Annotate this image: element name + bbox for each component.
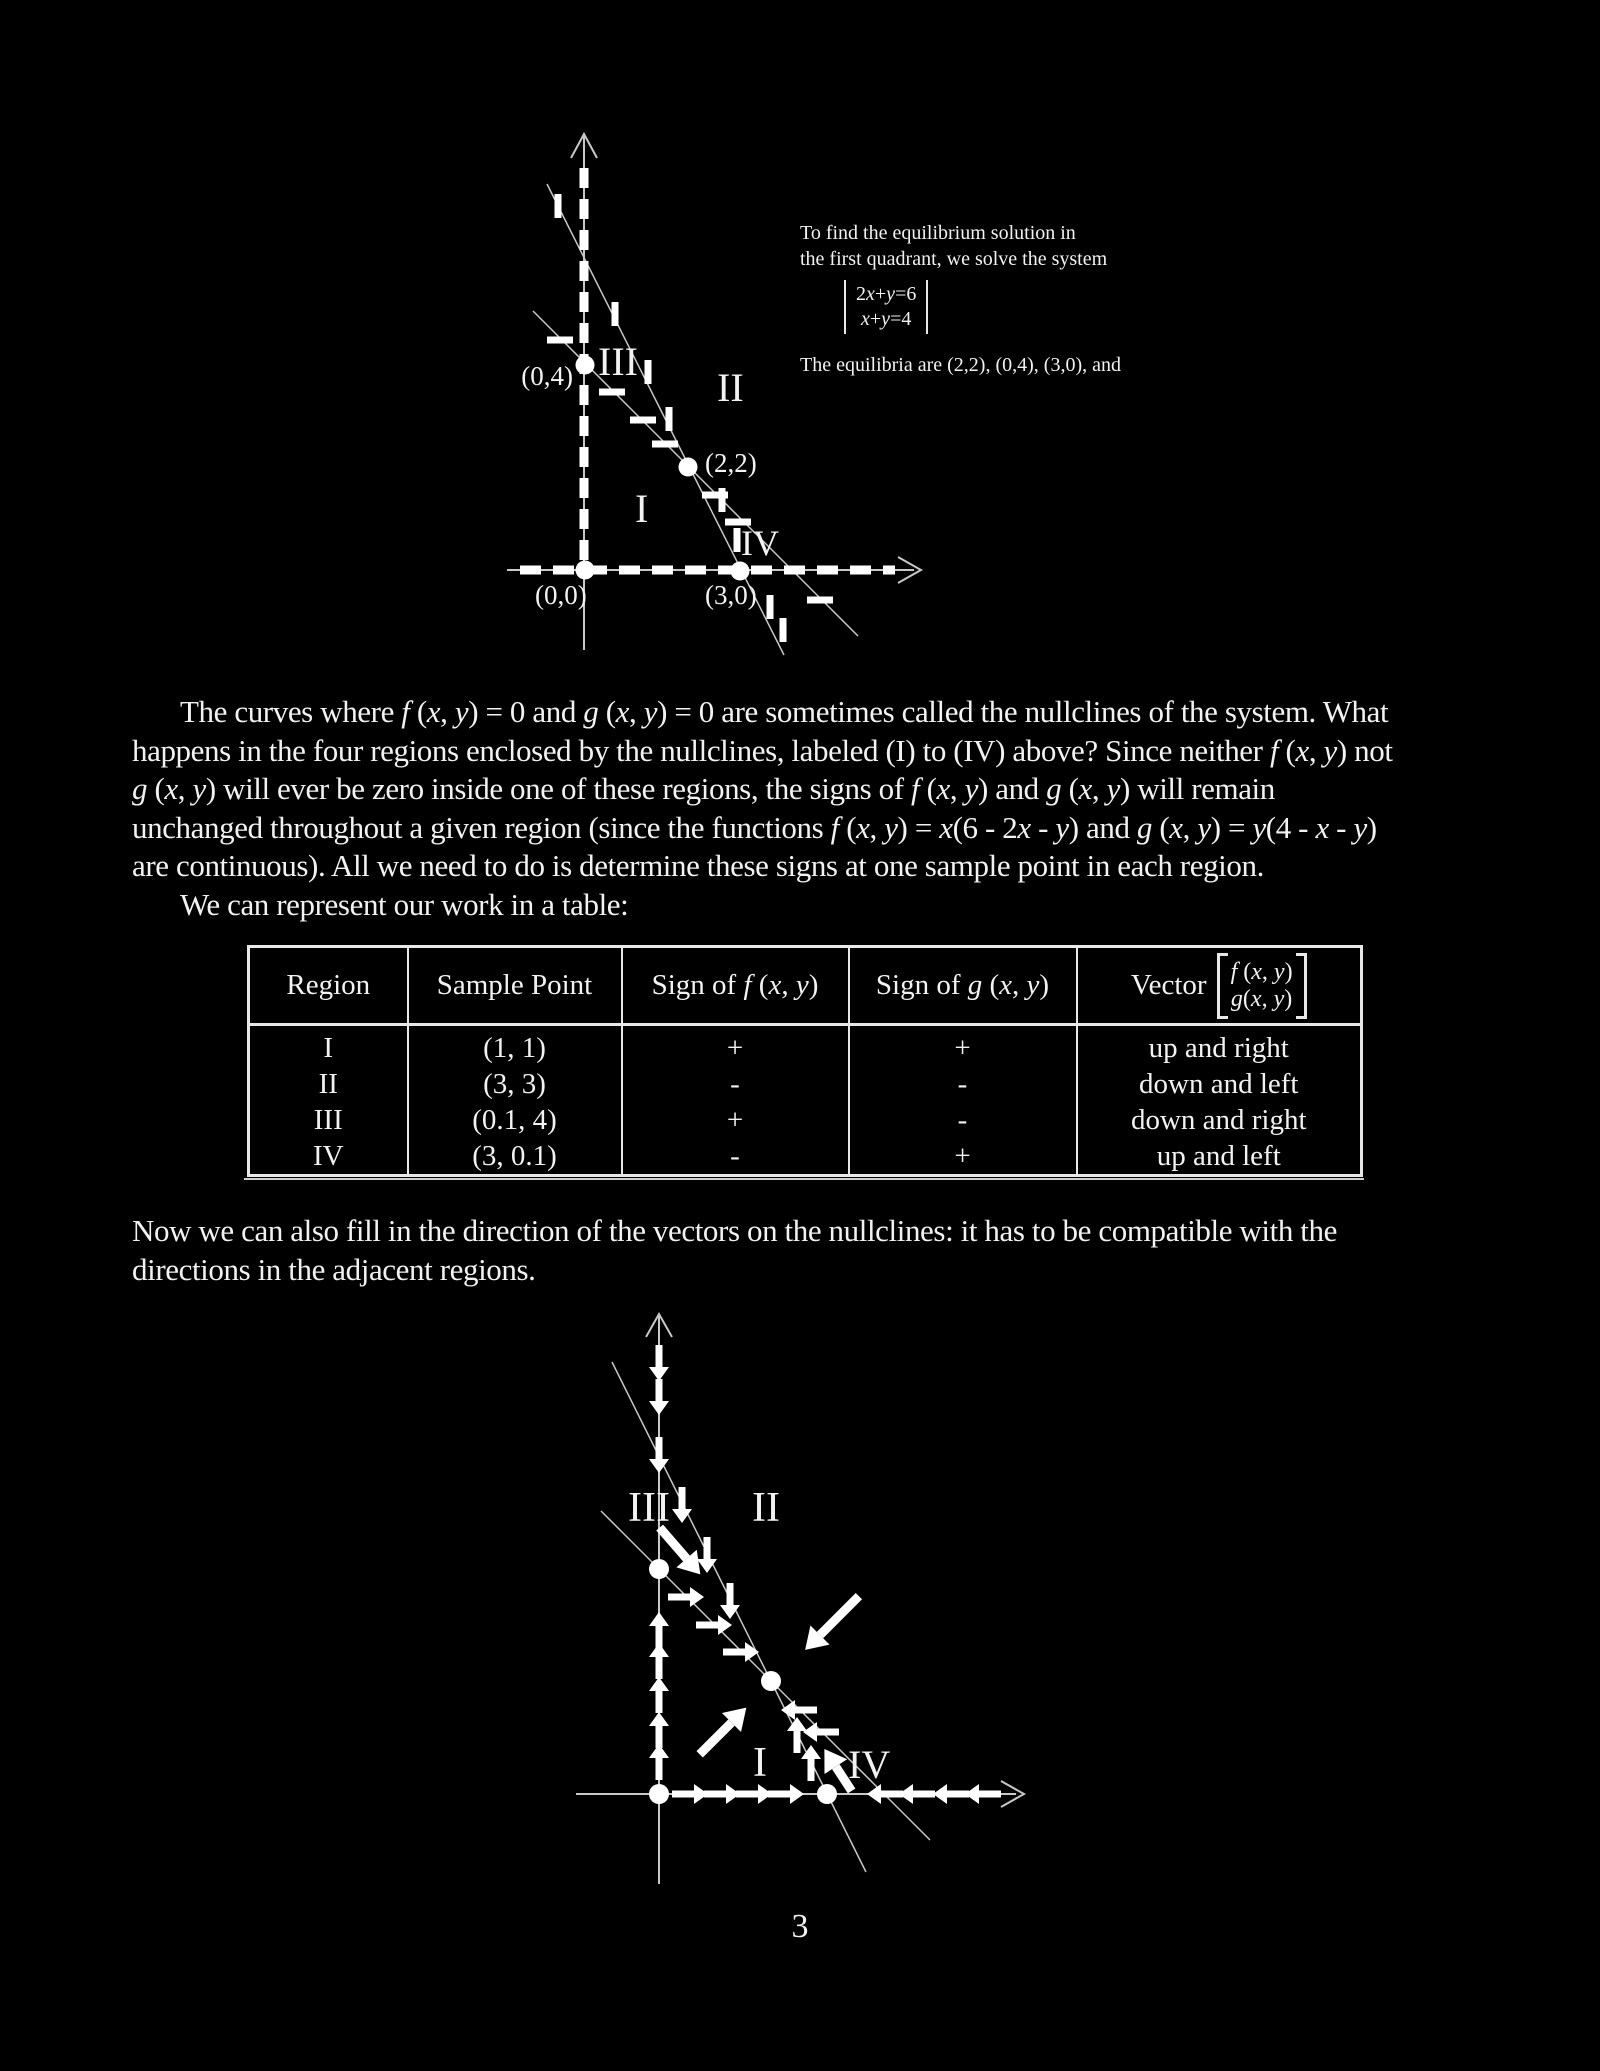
right-arrow-icon [768,1784,804,1804]
paragraph-line: We can represent our work in a table: [180,886,629,922]
header-region: Region [249,947,408,1025]
table-body [249,1025,1362,1176]
point-label-0-0: (0,0) [535,580,587,610]
vector-matrix [1217,953,1307,1019]
up-arrow-icon [649,1677,669,1713]
point-label-3-0: (3,0) [705,580,757,610]
right-arrow-icon [668,1587,704,1607]
down-arrow-icon [649,1345,669,1381]
equation-system [844,280,928,334]
paragraph-line: unchanged throughout a given region (since the functions f (x, y) = x(6 - 2x - y) and g (x, y) = y(4 - x - y) [132,809,1377,845]
vector-matrix-top: f (x, y) [1230,958,1293,985]
direction-arrows [649,1345,1001,1804]
region-label-ii: II [752,1485,780,1531]
second-paragraph [132,1212,1552,1289]
region-label-i: I [753,1740,767,1786]
right-arrow-icon [696,1615,732,1635]
header-sign-f: Sign of f (x, y) [622,947,849,1025]
region-label-iii: III [628,1485,670,1531]
region-I-up-right-arrow-icon [690,1698,756,1764]
right-arrow-icon [736,1784,772,1804]
cell-sign-g: - [849,1066,1077,1102]
signs-table [247,945,1363,1177]
header-sign-g: Sign of g (x, y) [849,947,1077,1025]
region-label-i: I [635,486,649,531]
table-row [249,1138,1362,1176]
cell-region: III [249,1102,408,1138]
sidenote-line1: To find the equilibrium solution in [800,222,1076,244]
table-underline [244,1178,1364,1180]
cell-sign-f: + [622,1025,849,1067]
cell-region: I [249,1025,408,1067]
bracket-left-icon [1217,953,1228,1019]
left-arrow-icon [965,1784,1001,1804]
equation-1: 2x+y=6 [856,283,917,305]
table-row [249,1066,1362,1102]
region-II-down-left-arrow-icon [796,1587,869,1660]
cell-region: IV [249,1138,408,1176]
left-arrow-icon [867,1784,903,1804]
paragraph-line: Now we can also fill in the direction of the vectors on the nullclines: it has to be compatible with the [132,1213,1337,1248]
region-label-iv: IV [741,523,779,563]
cell-sample-point: (3, 3) [408,1066,622,1102]
left-arrow-icon [803,1722,839,1742]
cell-sign-f: + [622,1102,849,1138]
left-arrow-icon [933,1784,969,1804]
page-number: 3 [791,1908,809,1945]
cell-vector: down and right [1077,1102,1362,1138]
table-row [249,1102,1362,1138]
region-label-iii: III [598,339,638,384]
table-header-row [249,947,1362,1025]
equation-2: x+y=4 [861,308,912,330]
vector-matrix-bottom: g(x, y) [1230,985,1293,1012]
cell-sign-g: + [849,1138,1077,1176]
cell-sign-g: + [849,1025,1077,1067]
signs-table-wrap [247,945,1363,1177]
sidenote-line2: the first quadrant, we solve the system [800,248,1108,270]
cell-sign-g: - [849,1102,1077,1138]
paragraph-line: happens in the four regions enclosed by the nullclines, labeled (I) to (IV) above? Since neither f (x, y) not [132,732,1393,768]
figure-nullclines-bottom [565,1305,1035,1895]
cell-sample-point: (3, 0.1) [408,1138,622,1176]
left-arrow-icon [781,1700,817,1720]
region-label-ii: II [717,365,744,410]
paragraph-line: are continuous). All we need to do is determine these signs at one sample point in each region. [132,848,1264,883]
figure-nullclines-top [500,125,932,660]
right-arrow-icon [704,1784,740,1804]
vector-label: Vector [1130,969,1207,1001]
region-label-iv: IV [848,1742,891,1787]
left-arrow-icon [899,1784,935,1804]
sidenote-block [800,220,1220,378]
main-paragraph [132,693,1552,924]
cell-vector: up and right [1077,1025,1362,1067]
cell-sample-point: (0.1, 4) [408,1102,622,1138]
up-arrow-icon [649,1744,669,1780]
right-arrow-icon [672,1784,708,1804]
paragraph-line: g (x, y) will ever be zero inside one of these regions, the signs of f (x, y) and g (x, y) will remain [132,771,1275,806]
up-arrow-icon [649,1643,669,1679]
up-arrow-icon [649,1712,669,1748]
header-sample-point: Sample Point [408,947,622,1025]
paragraph-line: The curves where f (x, y) = 0 and g (x, y) = 0 are sometimes called the nullclines of the system. What [180,694,1389,729]
cell-sign-f: - [622,1066,849,1102]
down-arrow-icon [649,1379,669,1415]
cell-vector: up and left [1077,1138,1362,1176]
cell-vector: down and left [1077,1066,1362,1102]
point-label-0-4: (0,4) [521,361,573,391]
header-vector [1077,947,1362,1025]
cell-sign-f: - [622,1138,849,1176]
paragraph-line: directions in the adjacent regions. [132,1251,536,1287]
bracket-right-icon [1296,953,1307,1019]
table-row [249,1025,1362,1067]
point-label-2-2: (2,2) [705,448,757,478]
sidenote-line3: The equilibria are (2,2), (0,4), (3,0), and [800,354,1121,376]
cell-sample-point: (1, 1) [408,1025,622,1067]
up-arrow-icon [649,1612,669,1648]
cell-region: II [249,1066,408,1102]
